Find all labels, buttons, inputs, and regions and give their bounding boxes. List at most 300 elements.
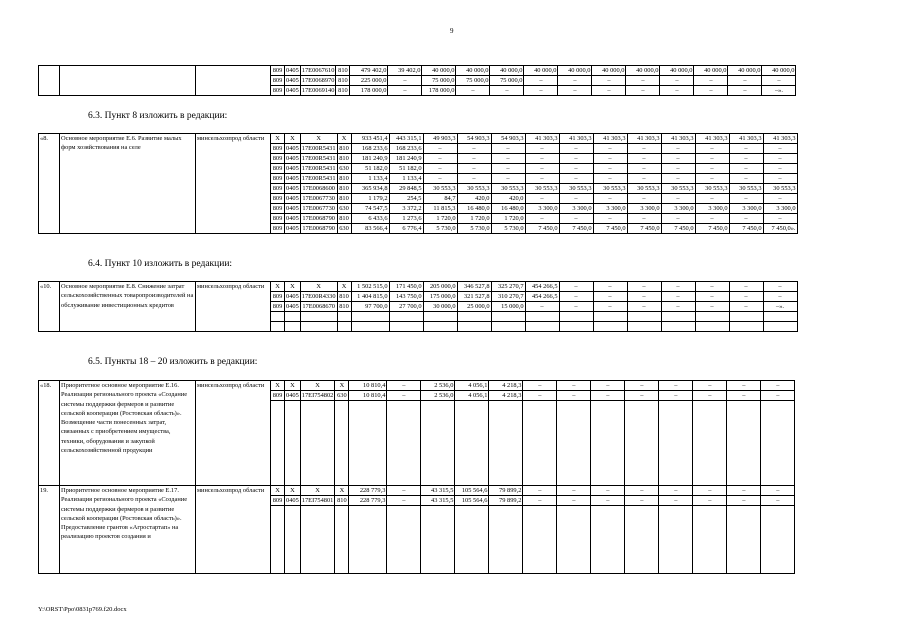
table-cell: –	[592, 76, 626, 86]
table-cell	[727, 523, 761, 531]
table-cell: –	[695, 194, 729, 204]
table-cell: 4 056,1	[455, 381, 489, 391]
table-cell: –	[660, 76, 694, 86]
table-cell: 1 179,2	[351, 194, 389, 204]
table-cell	[489, 409, 523, 417]
table-cell	[387, 505, 421, 514]
table-cell: 809	[271, 292, 285, 302]
table-cell: 7 450,0	[627, 224, 661, 234]
table-cell: 479 402,0	[350, 66, 388, 76]
table-cell	[421, 418, 455, 426]
table-cell	[271, 468, 285, 476]
table-cell: –	[695, 174, 729, 184]
table-cell: –	[592, 86, 626, 96]
table-cell: 16 480,0	[457, 204, 491, 214]
table-cell: 809	[271, 391, 285, 401]
table-cell	[659, 548, 693, 556]
table-cell	[389, 322, 423, 332]
table-cell: –	[729, 282, 763, 292]
table-cell	[335, 409, 349, 417]
table-cell	[557, 443, 591, 451]
table-cell	[421, 477, 455, 486]
table-cell: –	[557, 381, 591, 391]
table-cell: Х	[337, 134, 351, 144]
table-cell	[421, 451, 455, 459]
table-cell: –	[763, 292, 797, 302]
table-cell	[300, 443, 335, 451]
table-cell	[351, 312, 389, 322]
table-cell: 2 536,0	[421, 381, 455, 391]
table-cell: Основное мероприятие Е.6. Развитие малых форм хозяйствования на селе	[60, 134, 196, 234]
table-cell: –	[661, 154, 695, 164]
table-cell: 1 273,6	[389, 214, 423, 224]
table-cell	[693, 451, 727, 459]
table-cell: 54 903,3	[457, 134, 491, 144]
table-cell: –	[593, 144, 627, 154]
table-cell	[557, 523, 591, 531]
table-cell	[627, 312, 661, 322]
table-cell: –	[727, 391, 761, 401]
table-cell: 17ЕI754801	[301, 496, 334, 504]
table-cell: –	[559, 194, 593, 204]
table-cell: 17Е0068790	[300, 224, 337, 234]
table-cell	[591, 426, 625, 434]
table-cell: –	[388, 76, 422, 86]
table-cell	[285, 418, 301, 426]
table-cell	[693, 539, 727, 547]
table-cell	[196, 66, 271, 96]
table-cell: 1 502 515,0	[351, 282, 389, 292]
table-cell	[557, 531, 591, 539]
table-cell: 41 303,3	[593, 134, 627, 144]
table-cell	[659, 556, 693, 564]
table-cell: 933 451,4	[351, 134, 389, 144]
table-cell	[421, 505, 455, 514]
table-cell: –	[557, 485, 591, 495]
table-cell	[387, 514, 421, 522]
table-cell: 17Е0068790	[300, 214, 337, 224]
table-cell: –	[525, 302, 559, 312]
table-cell: 75 000,0	[456, 76, 490, 86]
table-cell	[727, 539, 761, 547]
table-cell: 40 000,0	[626, 66, 660, 76]
table-cell	[625, 426, 659, 434]
table-cell	[387, 460, 421, 468]
table-cell: –	[661, 292, 695, 302]
table-cell	[300, 523, 335, 531]
table-cell	[455, 477, 489, 486]
table-cell	[455, 514, 489, 522]
table-cell: минсельхозпрод области	[196, 485, 271, 573]
table-cell: –	[659, 495, 693, 505]
table-cell	[557, 401, 591, 410]
table-cell: –	[525, 214, 559, 224]
table-cell: –	[729, 154, 763, 164]
table-cell: Х	[335, 485, 349, 495]
table-cell: 43 315,5	[421, 495, 455, 505]
table-cell: 40 000,0	[728, 66, 762, 76]
table-cell	[625, 451, 659, 459]
table-cell: 30 553,3	[661, 184, 695, 194]
table-cell	[489, 477, 523, 486]
table-cell: 3 300,0	[695, 204, 729, 214]
table-cell: 17Е00R4330	[301, 293, 336, 300]
table-cell	[761, 435, 795, 443]
table-cell	[455, 556, 489, 564]
table-cell	[335, 505, 349, 514]
table-cell: 29 848,5	[389, 184, 423, 194]
table-cell: Х	[271, 282, 285, 292]
table-cell	[557, 418, 591, 426]
table-cell	[489, 539, 523, 547]
table-cell	[727, 556, 761, 564]
table-cell: –	[559, 302, 593, 312]
table-cell	[523, 539, 557, 547]
table-cell	[285, 468, 301, 476]
table-cell: Х	[285, 282, 301, 292]
table-cell: Х	[271, 134, 285, 144]
table-cell: 17Е0069140	[301, 87, 335, 94]
table-cell	[349, 556, 387, 564]
table-cell	[421, 435, 455, 443]
table-cell	[523, 548, 557, 556]
table-cell	[285, 322, 301, 332]
table-cell	[625, 548, 659, 556]
table-cell: –	[728, 76, 762, 86]
table-cell	[761, 409, 795, 417]
table-cell	[627, 322, 661, 332]
table-cell	[335, 514, 349, 522]
table-cell: 84,7	[423, 194, 457, 204]
table-cell	[693, 443, 727, 451]
table-cell	[727, 443, 761, 451]
table-cell	[271, 426, 285, 434]
table-cell: 809	[271, 184, 285, 194]
table-cell	[525, 312, 559, 322]
table-cell	[557, 435, 591, 443]
table-cell	[300, 322, 337, 332]
table-cell	[523, 531, 557, 539]
table-cell: 810	[337, 174, 351, 184]
table-cell: 30 553,3	[559, 184, 593, 194]
table-cell	[761, 418, 795, 426]
table-cell	[761, 401, 795, 410]
table-cell: 15 000,0	[491, 302, 525, 312]
table-cell: –	[695, 164, 729, 174]
table-cell	[625, 477, 659, 486]
table-cell	[335, 565, 349, 574]
table-cell	[625, 409, 659, 417]
table-cell	[761, 514, 795, 522]
table-cell	[625, 435, 659, 443]
table-cell	[335, 539, 349, 547]
table-cell: –	[457, 164, 491, 174]
table-cell: 175 000,0	[423, 292, 457, 302]
table-cell: 79 899,2	[489, 485, 523, 495]
table-cell: –	[557, 391, 591, 401]
table-cell	[335, 426, 349, 434]
table-cell	[659, 523, 693, 531]
table-cell: –	[762, 76, 796, 86]
table-cell	[557, 460, 591, 468]
table-cell: 3 300,0	[729, 204, 763, 214]
table-cell	[455, 548, 489, 556]
table-cell	[271, 435, 285, 443]
table-cell: 0405	[286, 145, 299, 152]
table-cell	[300, 477, 335, 486]
table-cell: 30 553,3	[695, 184, 729, 194]
table-cell: 7 450,0	[525, 224, 559, 234]
table-cell: 143 750,0	[389, 292, 423, 302]
table-cell: –	[659, 391, 693, 401]
table-cell	[625, 460, 659, 468]
table-cell: –	[559, 282, 593, 292]
table-cell	[60, 66, 196, 96]
table-cell: –	[559, 174, 593, 184]
table-item-10	[38, 281, 832, 332]
table-cell: –	[557, 495, 591, 505]
table-cell	[387, 443, 421, 451]
table-cell: 5 730,0	[491, 224, 525, 234]
table-cell	[557, 409, 591, 417]
table-cell: –	[627, 174, 661, 184]
table-cell	[271, 409, 285, 417]
table-cell	[387, 451, 421, 459]
table-cell: –	[727, 495, 761, 505]
table-cell	[729, 322, 763, 332]
table-cell: 810	[337, 292, 351, 302]
table-cell	[300, 539, 335, 547]
table-cell	[489, 514, 523, 522]
table-cell: 40 000,0	[592, 66, 626, 76]
table-cell: 809	[271, 66, 285, 76]
table-cell: –	[763, 144, 797, 154]
table-cell: 41 303,3	[695, 134, 729, 144]
table-cell: –	[491, 174, 525, 184]
table-cell	[271, 505, 285, 514]
table-cell	[761, 565, 795, 574]
table-cell: –	[763, 214, 797, 224]
table-cell	[349, 468, 387, 476]
table-cell: 0405	[286, 165, 299, 172]
table-cell: 2 536,0	[421, 391, 455, 401]
table-cell	[421, 523, 455, 531]
table-cell	[457, 312, 491, 322]
table-cell: 3 300,0	[559, 204, 593, 214]
table-cell: 74 547,5	[351, 204, 389, 214]
table-cell: 30 553,3	[593, 184, 627, 194]
table-cell	[591, 539, 625, 547]
table-cell	[523, 523, 557, 531]
table-cell: –	[593, 302, 627, 312]
table-cell	[489, 531, 523, 539]
table-cell	[557, 468, 591, 476]
table-cell: 0405	[286, 195, 299, 202]
table-cell	[349, 443, 387, 451]
table-cell	[349, 460, 387, 468]
table-cell: –	[457, 154, 491, 164]
table-cell	[335, 548, 349, 556]
table-cell: –	[695, 282, 729, 292]
table-cell	[523, 426, 557, 434]
table-cell	[661, 322, 695, 332]
table-cell	[489, 468, 523, 476]
table-cell	[491, 322, 525, 332]
table-cell	[421, 401, 455, 410]
table-cell: 1 720,0	[491, 214, 525, 224]
table-cell: –	[727, 485, 761, 495]
table-cell	[455, 565, 489, 574]
table-cell	[693, 468, 727, 476]
table-cell: 17Е0068670	[300, 302, 337, 312]
table-cell	[300, 312, 337, 322]
table-cell	[285, 556, 301, 564]
table-cell: –	[423, 144, 457, 154]
table-cell	[489, 556, 523, 564]
table-cell	[557, 451, 591, 459]
table-cell	[693, 409, 727, 417]
table-cell: 171 450,0	[389, 282, 423, 292]
table-cell: –	[388, 86, 422, 96]
table-cell	[523, 460, 557, 468]
table-cell: 7 450,0	[593, 224, 627, 234]
table-cell: 40 000,0	[694, 66, 728, 76]
table-cell	[335, 477, 349, 486]
table-cell: 809	[271, 154, 285, 164]
table-cell	[591, 443, 625, 451]
table-cell	[285, 409, 301, 417]
table-continuation	[38, 65, 830, 96]
table-cell: –	[525, 144, 559, 154]
table-cell: –	[659, 381, 693, 391]
table-cell	[300, 460, 335, 468]
table-cell: 420,0	[457, 194, 491, 204]
table-cell	[557, 548, 591, 556]
table-cell	[763, 312, 797, 322]
table-cell: –	[524, 86, 558, 96]
table-row	[39, 66, 830, 76]
table-cell: 17Е00R5431	[301, 145, 336, 152]
table-cell	[285, 531, 301, 539]
table-cell: 17Е00R5431	[301, 165, 336, 172]
table-cell: –	[591, 485, 625, 495]
table-cell: –	[626, 76, 660, 86]
table-cell	[285, 477, 301, 486]
table-cell	[421, 468, 455, 476]
table-cell: 810	[336, 76, 350, 86]
table-cell: 17ЕI754802	[301, 392, 334, 399]
table-cell	[285, 514, 301, 522]
table-cell: 168 233,6	[351, 144, 389, 154]
table-cell	[489, 443, 523, 451]
table-item-8	[38, 133, 832, 234]
table-cell	[387, 418, 421, 426]
table-cell	[349, 426, 387, 434]
table-cell	[593, 312, 627, 322]
table-cell	[349, 523, 387, 531]
table-cell: –	[558, 86, 592, 96]
table-cell: –	[694, 76, 728, 86]
table-cell	[727, 435, 761, 443]
table-cell	[455, 531, 489, 539]
table-cell	[300, 468, 335, 476]
table-cell: 11 815,3	[423, 204, 457, 214]
table-cell	[693, 418, 727, 426]
table-cell	[489, 548, 523, 556]
table-cell: –	[626, 86, 660, 96]
table-cell	[421, 426, 455, 434]
table-cell: –	[661, 282, 695, 292]
table-cell: 40 000,0	[490, 66, 524, 76]
table-cell	[591, 451, 625, 459]
table-cell: 0405	[286, 155, 299, 162]
table-cell: 225 000,0	[350, 76, 388, 86]
table-cell	[349, 409, 387, 417]
table-cell: 0405	[286, 392, 299, 399]
table-cell: –	[523, 495, 557, 505]
table-cell	[693, 531, 727, 539]
table-cell: 1 133,4	[389, 174, 423, 184]
table-cell	[761, 531, 795, 539]
table-cell: 40 000,0	[524, 66, 558, 76]
table-cell: 17Е0067730	[300, 204, 337, 214]
table-cell	[523, 468, 557, 476]
table-cell: –	[491, 164, 525, 174]
table-row	[39, 381, 829, 391]
table-cell	[285, 539, 301, 547]
table-cell	[591, 531, 625, 539]
table-cell: –	[591, 495, 625, 505]
table-cell	[727, 531, 761, 539]
table-cell	[39, 66, 60, 96]
table-cell: –	[423, 174, 457, 184]
table-cell: 0405	[286, 215, 299, 222]
table-cell: 30 553,3	[525, 184, 559, 194]
table-cell	[559, 322, 593, 332]
table-cell: –	[491, 154, 525, 164]
table-cell: 30 553,3	[491, 184, 525, 194]
table-cell: 43 315,5	[421, 485, 455, 495]
table-cell: –	[729, 214, 763, 224]
table-cell	[349, 418, 387, 426]
table-cell: –	[593, 292, 627, 302]
table-cell: Х	[285, 485, 301, 495]
table-cell: 178 000,0	[422, 86, 456, 96]
table-cell: 228 779,3	[349, 485, 387, 495]
table-cell	[421, 539, 455, 547]
table-cell: 5 730,0	[423, 224, 457, 234]
table-cell: минсельхозпрод области	[196, 134, 271, 234]
table-cell	[489, 418, 523, 426]
table-cell	[557, 565, 591, 574]
table-cell: 630	[337, 204, 351, 214]
table-cell: –	[763, 174, 797, 184]
table-cell	[593, 322, 627, 332]
table-cell: –	[559, 214, 593, 224]
table-cell	[349, 435, 387, 443]
table-cell: минсельхозпрод области	[196, 282, 271, 332]
table-cell: 205 000,0	[423, 282, 457, 292]
table-cell	[300, 514, 335, 522]
table-cell	[421, 460, 455, 468]
table-row	[39, 485, 829, 495]
table-cell	[695, 312, 729, 322]
table-cell: 809	[271, 224, 285, 234]
table-cell	[659, 539, 693, 547]
table-cell: –	[627, 292, 661, 302]
table-cell	[557, 505, 591, 514]
table-cell: –	[559, 164, 593, 174]
